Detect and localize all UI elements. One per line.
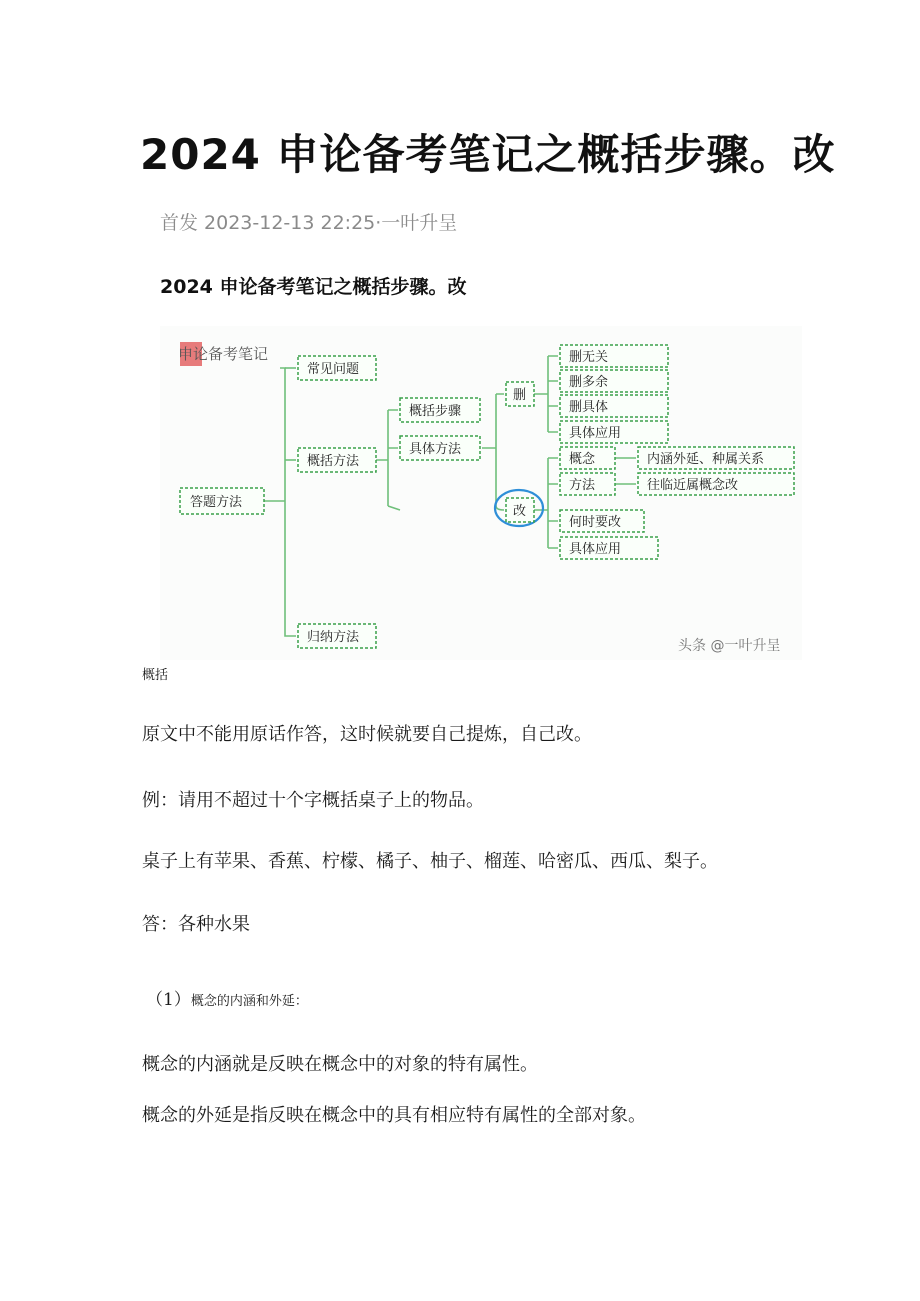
list-item-number: （1） [146, 990, 191, 1010]
paragraph-1: 原文中不能用原话作答，这时候就要自己提炼，自己改。 [142, 724, 592, 745]
root-node: 申论备考笔记 [178, 345, 269, 363]
node-change-application: 具体应用 [569, 542, 622, 557]
list-item-label: 概念的内涵和外延： [190, 994, 308, 1009]
node-branch: 答题方法 [190, 495, 243, 510]
node-delete-specific: 删具体 [569, 400, 609, 415]
node-common-issues: 常见问题 [307, 362, 360, 377]
paragraph-4: 答：各种水果 [142, 914, 250, 935]
list-item-1 [146, 985, 308, 1010]
node-delete: 删 [513, 388, 527, 403]
node-method: 方法 [569, 478, 596, 493]
publish-meta: 首发 2023-12-13 22:25·一叶升呈 [160, 212, 458, 234]
paragraph-2: 例：请用不超过十个字概括桌子上的物品。 [142, 790, 484, 811]
node-intension-extension: 内涵外延、种属关系 [647, 452, 765, 467]
node-specific-method: 具体方法 [409, 442, 462, 457]
image-heading: 2024 申论备考笔记之概括步骤。改 [160, 276, 467, 298]
node-concept: 概念 [569, 452, 596, 467]
paragraph-5: 概念的内涵就是反映在概念中的对象的特有属性。 [142, 1054, 538, 1075]
node-delete-redundant: 删多余 [569, 375, 609, 390]
node-induction-method: 归纳方法 [307, 630, 360, 645]
node-delete-application: 具体应用 [569, 426, 622, 441]
node-summary-steps: 概括步骤 [409, 404, 462, 419]
node-nearby-genus: 往临近属概念改 [647, 478, 739, 493]
node-when-change: 何时要改 [569, 515, 622, 530]
mind-map-diagram [160, 326, 802, 660]
article-title: 2024 申论备考笔记之概括步骤。改 [140, 130, 836, 179]
node-change: 改 [513, 504, 527, 519]
node-delete-irrelevant: 删无关 [569, 350, 609, 365]
node-summary-method: 概括方法 [307, 454, 360, 469]
section-label: 概括 [142, 668, 169, 683]
paragraph-3: 桌子上有苹果、香蕉、柠檬、橘子、柚子、榴莲、哈密瓜、西瓜、梨子。 [142, 851, 718, 872]
watermark: 头条 @一叶升呈 [678, 638, 781, 654]
paragraph-6: 概念的外延是指反映在概念中的具有相应特有属性的全部对象。 [142, 1105, 646, 1126]
